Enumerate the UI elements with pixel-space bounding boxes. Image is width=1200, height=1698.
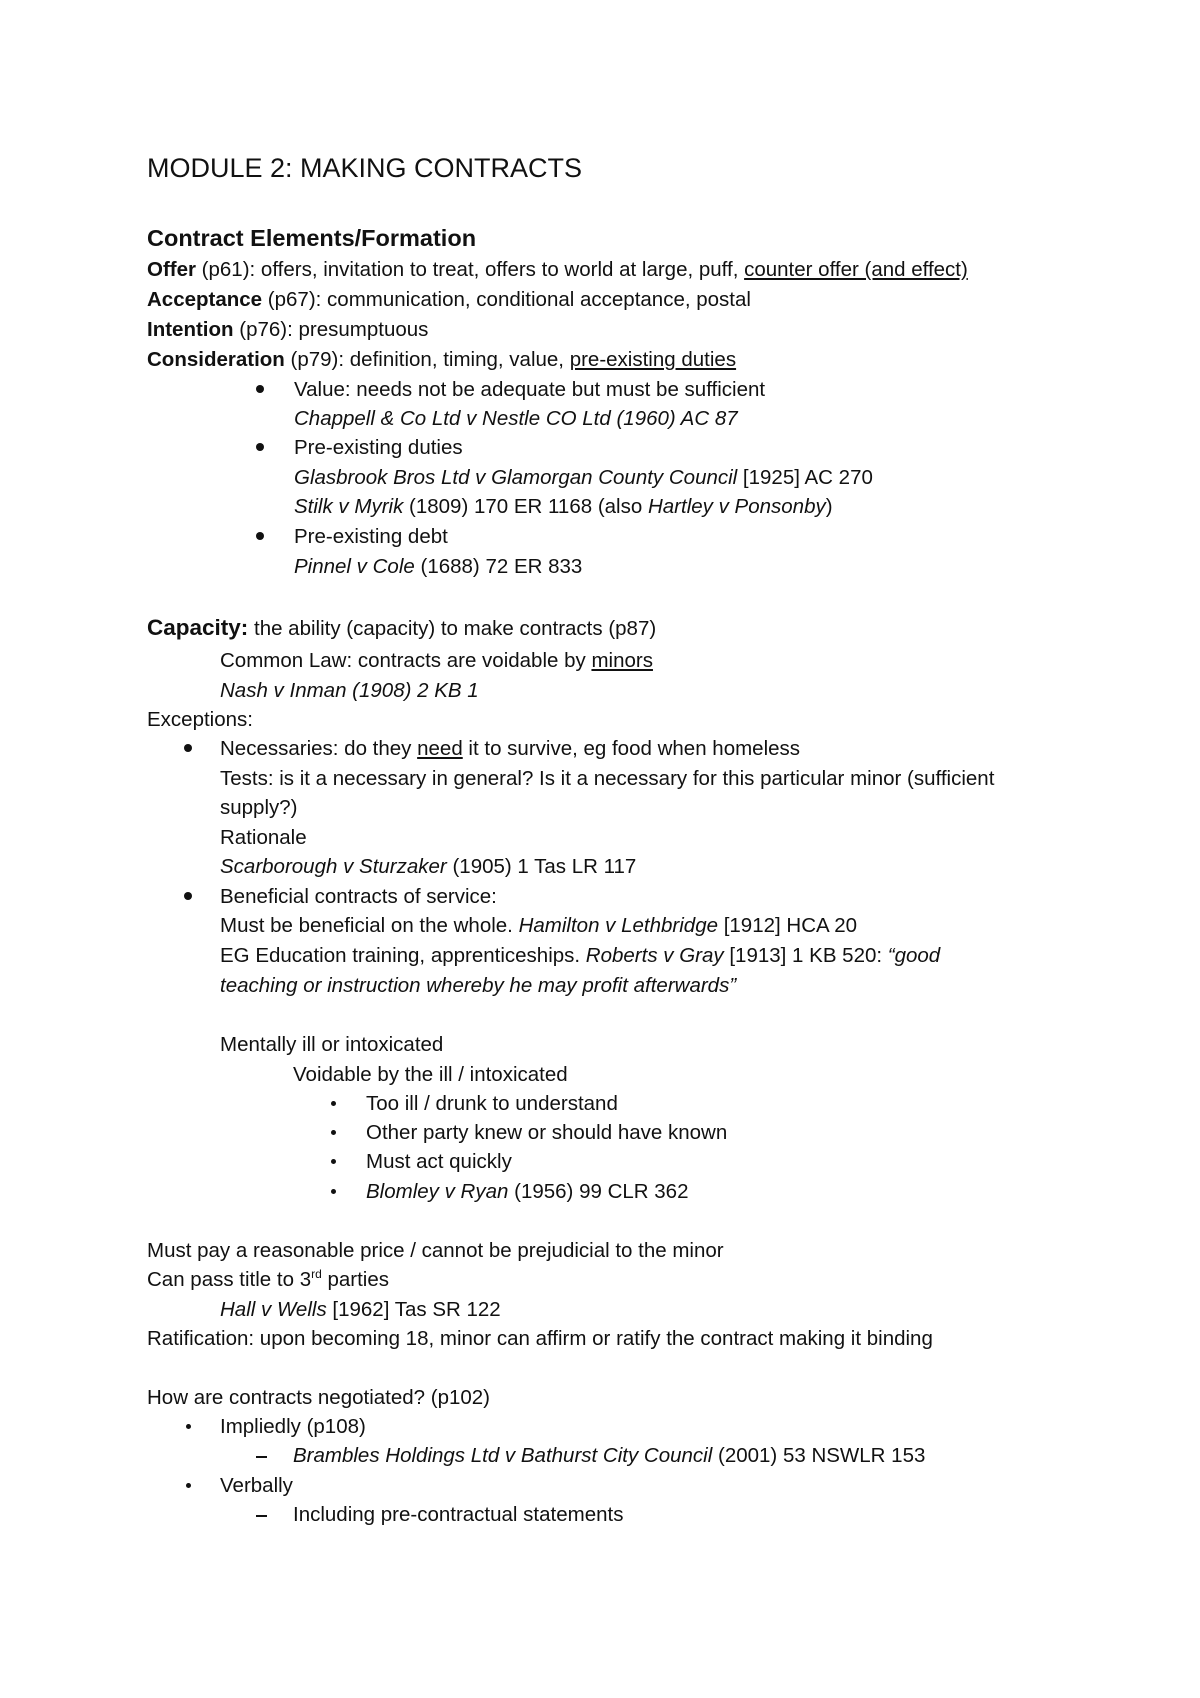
necessaries-underlined: need xyxy=(417,737,463,760)
act-quickly-item: Must act quickly xyxy=(366,1150,512,1173)
debt-case-name: Pinnel v Cole xyxy=(294,555,415,578)
capacity-line xyxy=(147,615,656,642)
capacity-text: the ability (capacity) to make contracts (p87) xyxy=(248,617,657,640)
scarborough-case-cite: (1905) 1 Tas LR 117 xyxy=(446,855,637,878)
value-item: Value: needs not be adequate but must be sufficient xyxy=(294,378,766,401)
bullet-icon xyxy=(256,385,264,393)
exceptions-label: Exceptions: xyxy=(147,708,253,731)
common-law-line xyxy=(220,648,653,674)
roberts-case-cite: [1913] 1 KB 520: xyxy=(723,944,888,967)
nash-case-name: Nash v Inman (1908) 2 KB 1 xyxy=(220,679,479,702)
rationale-label: Rationale xyxy=(220,826,307,849)
page-title: MODULE 2: MAKING CONTRACTS xyxy=(147,153,583,183)
tests-line-2: supply?) xyxy=(220,796,298,819)
duties-case-2 xyxy=(294,494,833,520)
common-law-underlined: minors xyxy=(591,649,653,672)
blomley-item xyxy=(366,1179,688,1205)
common-law-text: Common Law: contracts are voidable by xyxy=(220,649,592,672)
impliedly-item: Impliedly (p108) xyxy=(220,1415,366,1438)
bullet-icon xyxy=(186,1424,191,1429)
pass-title-text-b: parties xyxy=(321,1268,389,1291)
bullet-icon xyxy=(331,1189,336,1194)
pass-title-sup: rd xyxy=(311,1267,322,1282)
dash-icon xyxy=(256,1515,267,1517)
scarborough-case xyxy=(220,854,636,880)
consideration-text: (p79): definition, timing, value, xyxy=(284,348,570,371)
voidable-ill-line: Voidable by the ill / intoxicated xyxy=(293,1063,568,1086)
scarborough-case-name: Scarborough v Sturzaker xyxy=(220,855,447,878)
other-party-item: Other party knew or should have known xyxy=(366,1121,728,1144)
brambles-item xyxy=(293,1443,925,1469)
duties-case-2-also: Hartley v Ponsonby xyxy=(647,495,826,518)
roberts-intro: EG Education training, apprenticeships. xyxy=(220,944,586,967)
intention-term: Intention xyxy=(147,318,234,341)
duties-case-1-cite: [1925] AC 270 xyxy=(737,466,873,489)
dash-icon xyxy=(256,1456,267,1458)
acceptance-term: Acceptance xyxy=(147,288,263,311)
duties-item: Pre-existing duties xyxy=(294,436,463,459)
mentally-ill-line: Mentally ill or intoxicated xyxy=(220,1033,444,1056)
roberts-line xyxy=(220,943,940,969)
hamilton-line xyxy=(220,913,857,939)
necessaries-line xyxy=(220,736,800,762)
beneficial-item: Beneficial contracts of service: xyxy=(220,885,497,908)
ratification-line: Ratification: upon becoming 18, minor can affirm or ratify the contract making it binding xyxy=(147,1327,933,1350)
value-case xyxy=(294,406,738,432)
hamilton-intro: Must be beneficial on the whole. xyxy=(220,914,519,937)
hall-case-name: Hall v Wells xyxy=(220,1298,327,1321)
necessaries-text-a: Necessaries: do they xyxy=(220,737,418,760)
bullet-icon xyxy=(331,1101,336,1106)
offer-line xyxy=(147,257,968,283)
intention-line xyxy=(147,317,428,343)
consideration-underlined: pre-existing duties xyxy=(569,348,737,371)
roberts-quote-start: “good xyxy=(887,944,941,967)
roberts-quote-line xyxy=(220,973,736,999)
hall-case-cite: [1962] Tas SR 122 xyxy=(326,1298,501,1321)
acceptance-text: (p67): communication, conditional acceptance, postal xyxy=(262,288,751,311)
bullet-icon xyxy=(331,1130,336,1135)
hall-case xyxy=(220,1297,501,1323)
duties-case-2-cite: (1809) 170 ER 1168 (also xyxy=(403,495,648,518)
negotiation-question: How are contracts negotiated? (p102) xyxy=(147,1386,491,1409)
offer-text: (p61): offers, invitation to treat, offers to world at large, puff, xyxy=(195,258,745,281)
pre-contractual-item: Including pre-contractual statements xyxy=(293,1503,624,1526)
capacity-term: Capacity: xyxy=(147,615,249,640)
necessaries-text-b: it to survive, eg food when homeless xyxy=(462,737,801,760)
offer-term: Offer xyxy=(147,258,196,281)
duties-case-2-name: Stilk v Myrik xyxy=(294,495,404,518)
consideration-line xyxy=(147,347,736,373)
intention-text: (p76): presumptuous xyxy=(233,318,429,341)
bullet-icon xyxy=(184,744,192,752)
too-ill-item: Too ill / drunk to understand xyxy=(366,1092,618,1115)
roberts-quote-rest: teaching or instruction whereby he may profit afterwards” xyxy=(220,974,737,997)
blomley-case-name: Blomley v Ryan xyxy=(366,1180,509,1203)
pass-title-text-a: Can pass title to 3 xyxy=(147,1268,312,1291)
debt-case xyxy=(294,554,582,580)
bullet-icon xyxy=(256,532,264,540)
blomley-case-cite: (1956) 99 CLR 362 xyxy=(508,1180,689,1203)
value-case-name: Chappell & Co Ltd v Nestle CO Ltd (1960) AC 87 xyxy=(294,407,738,430)
hamilton-case-name: Hamilton v Lethbridge xyxy=(518,914,718,937)
consideration-term: Consideration xyxy=(147,348,285,371)
section-heading-contract-elements: Contract Elements/Formation xyxy=(147,225,477,251)
roberts-case-name: Roberts v Gray xyxy=(585,944,724,967)
bullet-icon xyxy=(331,1159,336,1164)
hamilton-case-cite: [1912] HCA 20 xyxy=(718,914,858,937)
duties-case-1-name: Glasbrook Bros Ltd v Glamorgan County Council xyxy=(294,466,738,489)
offer-underlined: counter offer (and effect) xyxy=(744,258,968,281)
bullet-icon xyxy=(186,1483,191,1488)
duties-case-1 xyxy=(294,465,873,491)
duties-case-2-close: ) xyxy=(825,495,833,518)
tests-line-1: Tests: is it a necessary in general? Is it a necessary for this particular minor (sufficient xyxy=(220,767,995,790)
bullet-icon xyxy=(256,443,264,451)
verbally-item: Verbally xyxy=(220,1474,293,1497)
bullet-icon xyxy=(184,892,192,900)
debt-case-cite: (1688) 72 ER 833 xyxy=(414,555,583,578)
brambles-case-name: Brambles Holdings Ltd v Bathurst City Council xyxy=(293,1444,713,1467)
nash-case xyxy=(220,678,479,704)
brambles-case-cite: (2001) 53 NSWLR 153 xyxy=(712,1444,926,1467)
pass-title-line xyxy=(147,1267,389,1293)
reasonable-price-line: Must pay a reasonable price / cannot be prejudicial to the minor xyxy=(147,1239,724,1262)
acceptance-line xyxy=(147,287,751,313)
debt-item: Pre-existing debt xyxy=(294,525,448,548)
